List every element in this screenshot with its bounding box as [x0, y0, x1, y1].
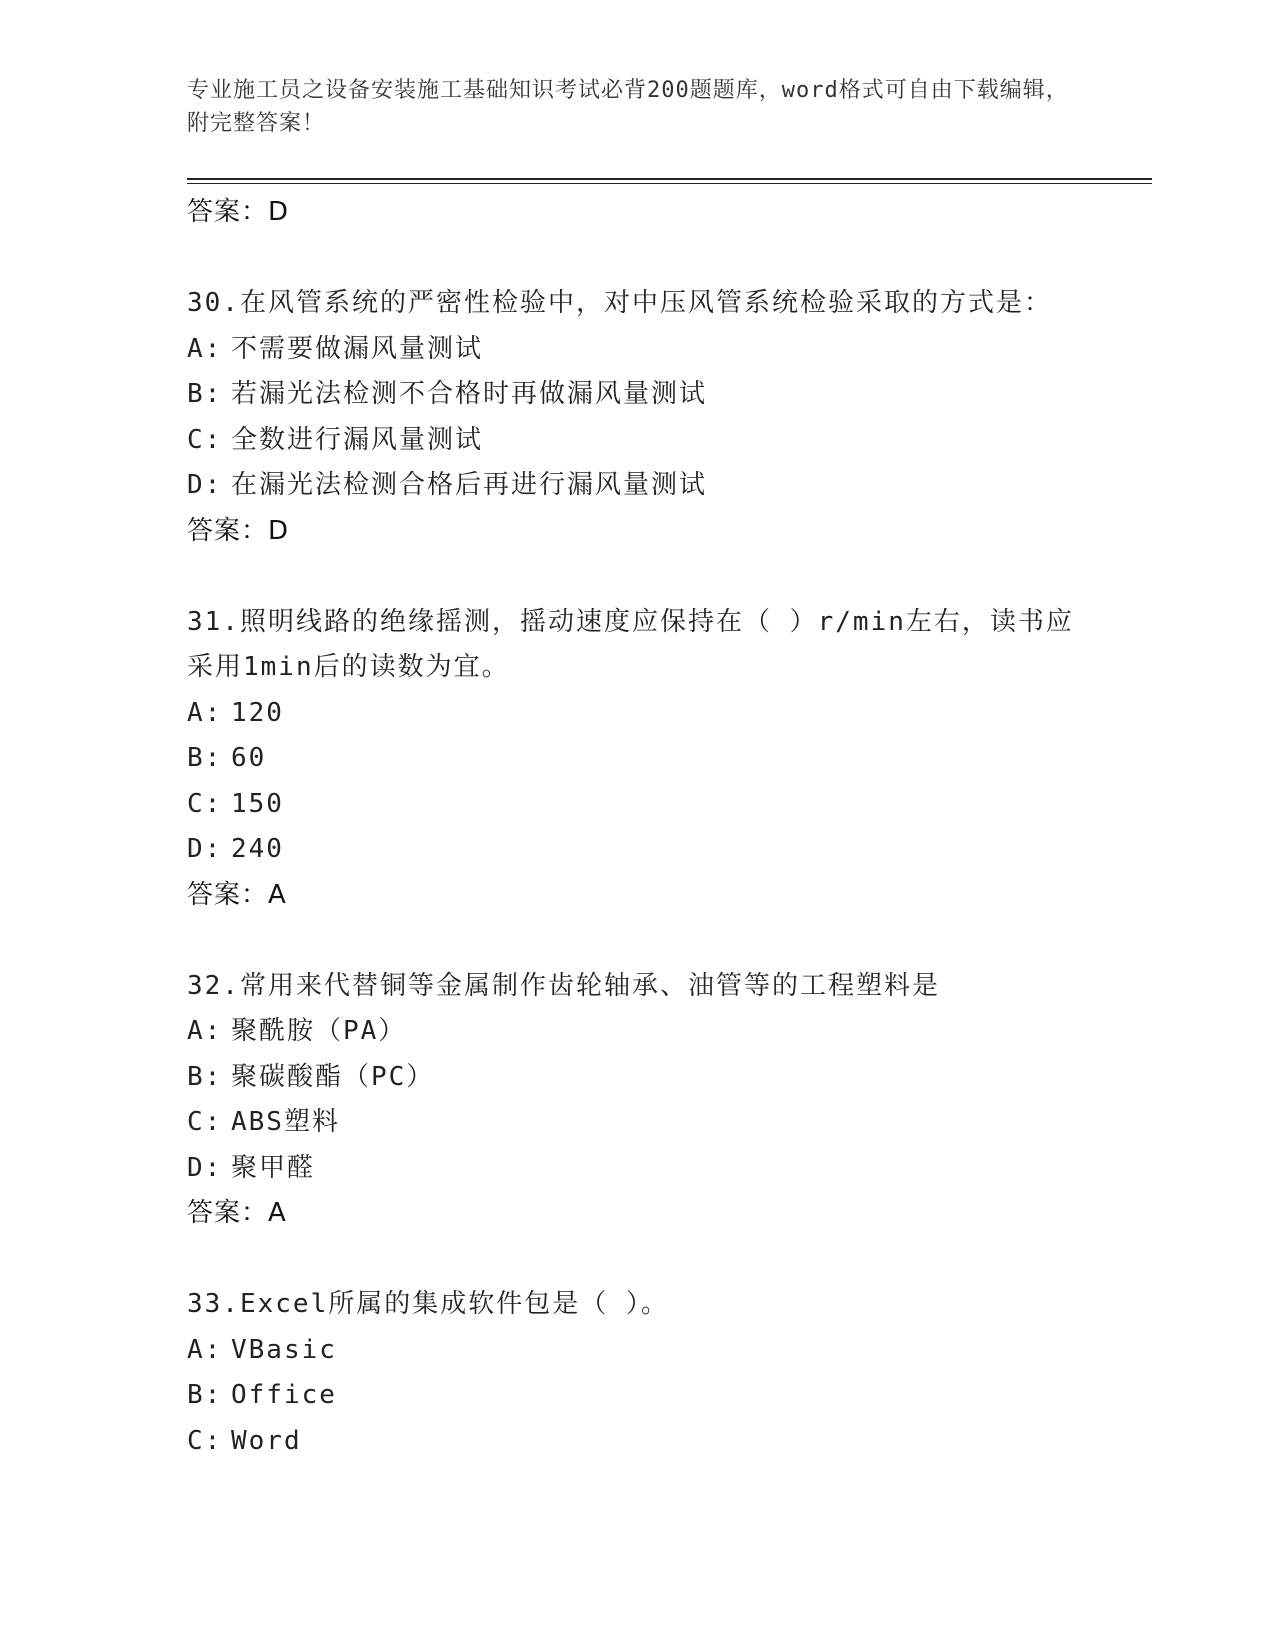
option-text: 聚酰胺（PA）: [231, 1016, 407, 1046]
question-block: [187, 964, 1087, 1237]
question-text: 30.在风管系统的严密性检验中，对中压风管系统检验采取的方式是：: [187, 288, 1052, 318]
option-d: [187, 827, 1087, 873]
question-block: [187, 281, 1087, 554]
option-text: 60: [231, 743, 267, 773]
option-text: 聚碳酸酯（PC）: [231, 1061, 435, 1092]
option-text: Office: [231, 1380, 337, 1410]
option-text: 120: [231, 697, 284, 728]
option-text: Word: [231, 1425, 302, 1456]
option-letter: C:: [187, 788, 223, 819]
question-block: [187, 600, 1087, 919]
option-b: [187, 1373, 1087, 1419]
option-d: [187, 1146, 1087, 1192]
option-letter: C:: [187, 1425, 223, 1456]
option-text: 不需要做漏风量测试: [231, 333, 484, 364]
option-letter: A:: [187, 697, 223, 728]
option-letter: A:: [187, 1016, 223, 1046]
option-text: 若漏光法检测不合格时再做漏风量测试: [231, 379, 708, 409]
answer: 答案：A: [187, 1198, 287, 1228]
option-letter: B:: [187, 379, 223, 409]
answer: 答案：A: [187, 879, 287, 910]
option-c: [187, 418, 1087, 464]
option-c: [187, 1100, 1087, 1146]
header-divider: [187, 178, 1152, 184]
option-letter: A:: [187, 1334, 223, 1365]
option-a: [187, 691, 1087, 737]
option-d: [187, 463, 1087, 509]
option-letter: D:: [187, 834, 223, 864]
option-c: [187, 1419, 1087, 1465]
question-text: 32.常用来代替铜等金属制作齿轮轴承、油管等的工程塑料是: [187, 970, 940, 1001]
answer: 答案：D: [187, 515, 290, 546]
previous-answer: 答案：D: [187, 197, 290, 227]
option-text: ABS塑料: [231, 1107, 340, 1137]
option-a: [187, 1328, 1087, 1374]
option-letter: D:: [187, 1152, 223, 1183]
option-b: [187, 372, 1087, 418]
option-letter: B:: [187, 743, 223, 773]
option-text: VBasic: [231, 1334, 337, 1365]
option-c: [187, 782, 1087, 828]
option-letter: A:: [187, 333, 223, 364]
option-text: 240: [231, 834, 284, 864]
question-text: 33.Excel所属的集成软件包是（ ）。: [187, 1289, 669, 1319]
question-text: 31.照明线路的绝缘摇测，摇动速度应保持在（ ）r/min左右，读书应采用1min后的读数为宜。: [187, 606, 1074, 682]
option-a: [187, 1009, 1087, 1055]
option-a: [187, 327, 1087, 373]
option-text: 150: [231, 788, 284, 819]
option-letter: B:: [187, 1061, 223, 1092]
option-letter: D:: [187, 470, 223, 500]
option-letter: C:: [187, 1107, 223, 1137]
option-b: [187, 1055, 1087, 1101]
option-text: 在漏光法检测合格后再进行漏风量测试: [231, 470, 708, 500]
option-text: 聚甲醛: [231, 1152, 316, 1183]
document-header: 专业施工员之设备安装施工基础知识考试必背200题题库，word格式可自由下载编辑，附完整答案！: [187, 78, 1069, 136]
question-list: [187, 190, 1087, 1464]
question-block: [187, 1282, 1087, 1464]
option-text: 全数进行漏风量测试: [231, 424, 484, 455]
option-b: [187, 736, 1087, 782]
option-letter: C:: [187, 424, 223, 455]
option-letter: B:: [187, 1380, 223, 1410]
